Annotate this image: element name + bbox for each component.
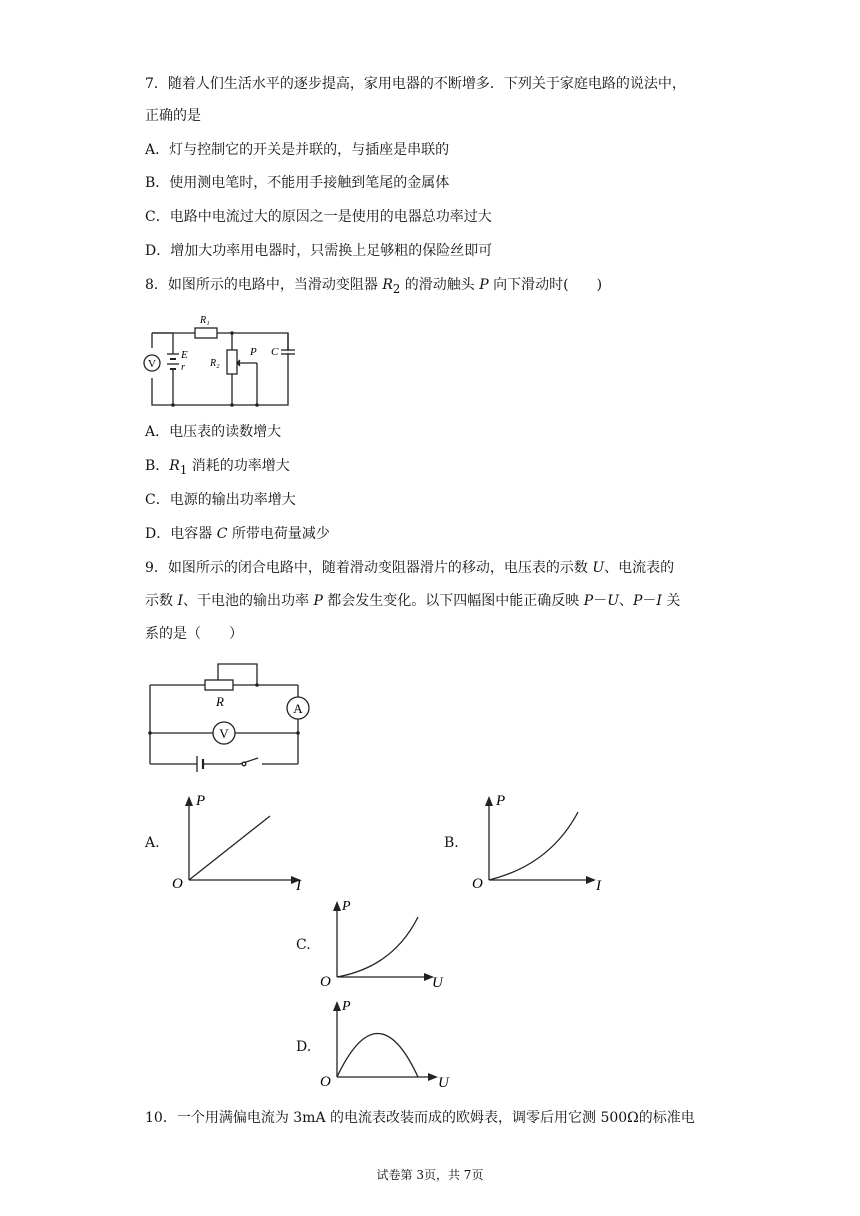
q9-option-d-label: D.	[296, 1039, 312, 1055]
q9-graph-d-x-axis: U	[438, 1075, 449, 1091]
q9-graph-a-y-axis: P	[196, 793, 206, 809]
page-footer: 试卷第 3页，共 7页	[376, 1168, 484, 1182]
q7-option-d: D．增加大功率用电器时，只需换上足够粗的保险丝即可	[145, 243, 493, 259]
q9-option-c-label: C.	[296, 937, 311, 953]
q8-c-label: C	[271, 346, 279, 358]
q9-graph-a-origin: O	[172, 876, 183, 892]
q9-graph-c	[318, 895, 458, 995]
q7-option-a: A．灯与控制它的开关是并联的，与插座是串联的	[145, 142, 450, 158]
q9-stem-line2: 示数 I、干电池的输出功率 P 都会发生变化。以下四幅图中能正确反映 P－U、P－I 关	[145, 593, 681, 609]
q8-r2-label: R₂	[210, 358, 220, 369]
q9-graph-c-origin: O	[320, 974, 331, 990]
q8-r-label: r	[181, 362, 185, 373]
q8-r1-label: R₁	[200, 315, 210, 326]
q7-stem-line2: 正确的是	[145, 108, 201, 124]
q9-graph-c-x-axis: U	[432, 975, 443, 991]
q8-option-d: D．电容器 C 所带电荷量减少	[145, 526, 330, 542]
q9-graph-d	[318, 995, 458, 1095]
q9-graph-a-x-axis: I	[296, 878, 301, 894]
q9-graph-b	[470, 790, 610, 895]
q8-voltmeter-label: V	[148, 358, 156, 370]
q8-e-label: E	[181, 349, 188, 361]
q9-graph-b-x-axis: I	[596, 878, 601, 894]
q8-circuit-diagram	[140, 308, 300, 408]
q9-ammeter-label: A	[293, 701, 303, 716]
q9-graph-a	[170, 790, 310, 895]
q8-option-a: A．电压表的读数增大	[145, 424, 282, 440]
q9-circuit-diagram	[140, 656, 315, 776]
q8-p-label: P	[250, 346, 257, 358]
q9-graph-d-y-axis: P	[342, 999, 351, 1014]
q9-graph-c-y-axis: P	[342, 899, 351, 914]
q7-stem-line1: 7．随着人们生活水平的逐步提高，家用电器的不断增多．下列关于家庭电路的说法中，	[145, 76, 686, 92]
q9-voltmeter-label: V	[219, 726, 229, 741]
q9-option-a-label: A.	[145, 835, 160, 851]
q9-option-b-label: B.	[444, 835, 459, 851]
q9-graph-b-y-axis: P	[496, 793, 506, 809]
q9-stem-line3: 系的是（ ）	[145, 626, 243, 642]
q7-option-c: C．电路中电流过大的原因之一是使用的电器总功率过大	[145, 209, 492, 225]
q8-option-b: B．$R_1$ 消耗的功率增大	[145, 458, 290, 477]
q9-graph-d-origin: O	[320, 1074, 331, 1090]
q9-r-label: R	[216, 694, 224, 709]
q9-graph-b-origin: O	[472, 876, 483, 892]
q8-stem: 8．如图所示的电路中，当滑动变阻器 $R_2$ 的滑动触头 P 向下滑动时( )	[145, 277, 603, 296]
q7-option-b: B．使用测电笔时，不能用手接触到笔尾的金属体	[145, 175, 450, 191]
q9-stem-line1: 9．如图所示的闭合电路中，随着滑动变阻器滑片的移动，电压表的示数 U、电流表的	[145, 560, 675, 576]
q10-stem-line1: 10．一个用满偏电流为 3mA 的电流表改装而成的欧姆表，调零后用它测 500Ω的标准电	[145, 1110, 695, 1126]
q8-option-c: C．电源的输出功率增大	[145, 492, 296, 508]
